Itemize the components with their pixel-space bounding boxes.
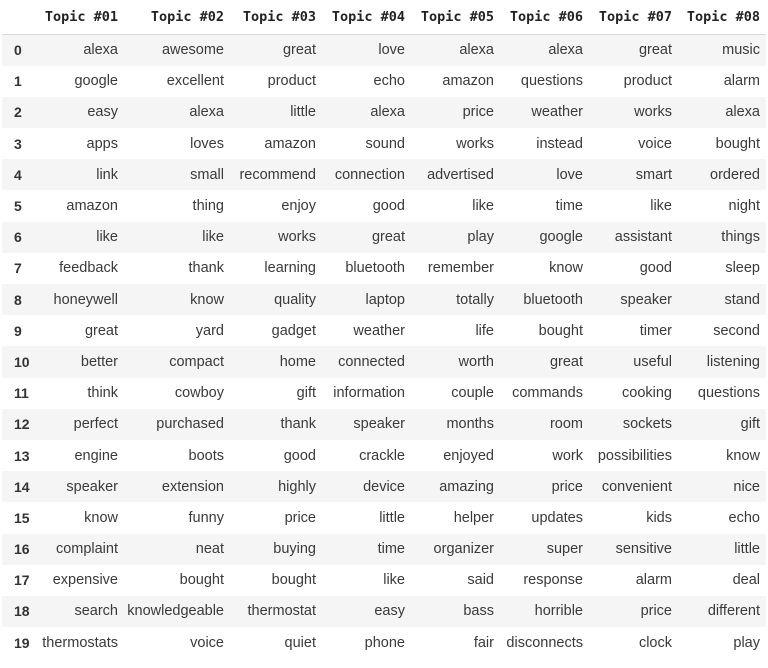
row-index: 12	[14, 416, 30, 433]
table-cell: alarm	[635, 572, 672, 589]
row-index: 4	[14, 166, 22, 183]
table-cell: echo	[728, 509, 760, 526]
table-cell: horrible	[534, 603, 583, 620]
table-row	[2, 440, 766, 471]
table-cell: thermostat	[247, 603, 316, 620]
table-cell: life	[475, 322, 494, 339]
table-row	[2, 284, 766, 315]
index-column-header	[2, 0, 36, 35]
table-cell: small	[190, 166, 224, 183]
row-index: 0	[14, 42, 22, 59]
row-index: 8	[14, 291, 22, 308]
column-header-topic-08: Topic #08	[678, 0, 766, 35]
table-cell: music	[722, 42, 760, 59]
table-cell: quality	[274, 291, 316, 308]
table-cell: think	[87, 385, 118, 402]
table-cell: response	[523, 572, 583, 589]
table-cell: price	[640, 603, 672, 620]
table-cell: good	[283, 447, 316, 464]
table-row	[2, 253, 766, 284]
table-cell: like	[650, 198, 672, 215]
table-cell: timer	[639, 322, 672, 339]
table-cell: great	[549, 353, 583, 370]
table-cell: commands	[512, 385, 583, 402]
table-cell: room	[549, 416, 583, 433]
table-cell: laptop	[365, 291, 405, 308]
column-header-topic-05: Topic #05	[411, 0, 500, 35]
table-cell: alexa	[459, 42, 494, 59]
table-cell: alexa	[83, 42, 118, 59]
table-cell: remember	[427, 260, 494, 277]
row-index: 13	[14, 447, 30, 464]
table-body	[2, 35, 766, 659]
table-cell: extension	[161, 478, 224, 495]
table-cell: bass	[463, 603, 494, 620]
table-cell: smart	[635, 166, 672, 183]
table-cell: price	[462, 104, 494, 121]
table-cell: sleep	[725, 260, 760, 277]
header-row	[2, 0, 766, 35]
table-cell: information	[333, 385, 405, 402]
table-cell: second	[713, 322, 760, 339]
table-cell: gift	[740, 416, 760, 433]
table-cell: instead	[536, 135, 583, 152]
table-cell: like	[472, 198, 494, 215]
row-index: 16	[14, 541, 30, 558]
row-index: 2	[14, 104, 22, 121]
table-cell: organizer	[433, 541, 494, 558]
table-cell: clock	[638, 634, 672, 651]
table-cell: works	[278, 229, 316, 246]
table-cell: enjoy	[281, 198, 316, 215]
table-cell: phone	[364, 634, 405, 651]
table-cell: product	[267, 73, 316, 90]
table-cell: time	[377, 541, 405, 558]
row-index: 14	[14, 478, 30, 495]
table-row	[2, 315, 766, 346]
table-cell: like	[202, 229, 224, 246]
table-cell: apps	[86, 135, 118, 152]
table-cell: totally	[456, 291, 494, 308]
table-cell: buying	[273, 541, 316, 558]
row-index: 17	[14, 572, 30, 589]
table-row	[2, 66, 766, 97]
table-cell: thermostats	[42, 634, 118, 651]
table-row	[2, 409, 766, 440]
table-cell: awesome	[161, 42, 224, 59]
table-cell: play	[733, 634, 760, 651]
table-cell: questions	[697, 385, 760, 402]
table-cell: sockets	[622, 416, 672, 433]
table-cell: possibilities	[597, 447, 672, 464]
table-cell: amazon	[264, 135, 316, 152]
table-cell: couple	[451, 385, 494, 402]
table-cell: thank	[280, 416, 316, 433]
table-cell: different	[707, 603, 760, 620]
table-cell: excellent	[166, 73, 224, 90]
table-cell: bluetooth	[345, 260, 405, 277]
table-cell: helper	[453, 509, 494, 526]
row-index: 18	[14, 603, 30, 620]
table-cell: bought	[715, 135, 760, 152]
table-cell: amazon	[66, 198, 118, 215]
table-cell: assistant	[614, 229, 672, 246]
table-cell: night	[728, 198, 760, 215]
table-cell: work	[552, 447, 583, 464]
table-cell: advertised	[427, 166, 494, 183]
table-cell: voice	[638, 135, 672, 152]
table-cell: expensive	[52, 572, 118, 589]
table-cell: listening	[706, 353, 760, 370]
row-index: 9	[14, 322, 22, 339]
table-row	[2, 502, 766, 533]
row-index: 1	[14, 73, 22, 90]
table-cell: search	[74, 603, 118, 620]
table-cell: play	[467, 229, 494, 246]
table-cell: like	[96, 229, 118, 246]
table-cell: updates	[531, 509, 583, 526]
table-cell: link	[96, 166, 118, 183]
table-cell: things	[721, 229, 760, 246]
table-cell: great	[638, 42, 672, 59]
table-cell: easy	[87, 104, 118, 121]
table-cell: home	[279, 353, 316, 370]
table-cell: learning	[264, 260, 316, 277]
column-header-topic-04: Topic #04	[322, 0, 411, 35]
table-cell: cowboy	[174, 385, 224, 402]
table-cell: gadget	[271, 322, 316, 339]
row-index: 6	[14, 229, 22, 246]
table-cell: super	[546, 541, 583, 558]
table-cell: echo	[373, 73, 405, 90]
table-cell: honeywell	[53, 291, 118, 308]
table-cell: alexa	[725, 104, 760, 121]
table-cell: speaker	[620, 291, 672, 308]
table-cell: sound	[365, 135, 405, 152]
table-cell: price	[551, 478, 583, 495]
table-cell: connection	[334, 166, 405, 183]
table-cell: worth	[458, 353, 494, 370]
table-cell: amazing	[439, 478, 494, 495]
table-row	[2, 378, 766, 409]
table-cell: know	[726, 447, 760, 464]
table-cell: purchased	[156, 416, 224, 433]
row-index: 3	[14, 135, 22, 152]
table-cell: works	[456, 135, 494, 152]
column-header-topic-06: Topic #06	[500, 0, 589, 35]
table-row	[2, 471, 766, 502]
table-cell: disconnects	[506, 634, 583, 651]
table-cell: perfect	[73, 416, 118, 433]
table-row	[2, 346, 766, 377]
column-header-topic-01: Topic #01	[36, 0, 124, 35]
column-header-topic-07: Topic #07	[589, 0, 678, 35]
table-cell: better	[80, 353, 118, 370]
table-cell: kids	[646, 509, 672, 526]
table-cell: loves	[190, 135, 224, 152]
table-cell: know	[190, 291, 224, 308]
row-index: 19	[14, 634, 30, 651]
table-cell: google	[74, 73, 118, 90]
table-cell: little	[734, 541, 760, 558]
topics-table	[2, 0, 766, 658]
table-cell: google	[539, 229, 583, 246]
table-cell: works	[634, 104, 672, 121]
table-cell: bought	[271, 572, 316, 589]
table-cell: feedback	[59, 260, 118, 277]
table-cell: like	[383, 572, 405, 589]
table-cell: device	[363, 478, 405, 495]
table-cell: alexa	[370, 104, 405, 121]
table-row	[2, 97, 766, 128]
table-cell: ordered	[710, 166, 760, 183]
table-cell: time	[555, 198, 583, 215]
table-cell: neat	[195, 541, 224, 558]
table-cell: questions	[520, 73, 583, 90]
row-index: 5	[14, 198, 22, 215]
table-cell: speaker	[66, 478, 118, 495]
table-cell: good	[372, 198, 405, 215]
table-cell: good	[639, 260, 672, 277]
column-header-topic-03: Topic #03	[230, 0, 322, 35]
table-cell: recommend	[239, 166, 316, 183]
table-cell: stand	[724, 291, 760, 308]
table-header	[2, 0, 766, 35]
table-cell: little	[290, 104, 316, 121]
table-cell: thank	[188, 260, 224, 277]
table-row	[2, 222, 766, 253]
table-row	[2, 128, 766, 159]
table-cell: alexa	[189, 104, 224, 121]
row-index: 7	[14, 260, 22, 277]
table-cell: know	[549, 260, 583, 277]
row-index: 10	[14, 353, 30, 370]
table-cell: highly	[278, 478, 316, 495]
table-cell: amazon	[442, 73, 494, 90]
table-cell: deal	[732, 572, 760, 589]
table-row	[2, 159, 766, 190]
table-cell: love	[378, 42, 405, 59]
table-cell: bluetooth	[523, 291, 583, 308]
table-cell: bought	[179, 572, 224, 589]
row-index: 11	[14, 385, 29, 402]
table-cell: speaker	[353, 416, 405, 433]
table-row	[2, 627, 766, 658]
table-cell: months	[446, 416, 494, 433]
table-cell: enjoyed	[443, 447, 494, 464]
table-cell: weather	[531, 104, 583, 121]
table-cell: funny	[188, 509, 224, 526]
table-cell: voice	[190, 634, 224, 651]
table-row	[2, 596, 766, 627]
table-cell: great	[84, 322, 118, 339]
table-cell: thing	[192, 198, 224, 215]
table-cell: boots	[188, 447, 224, 464]
table-cell: yard	[195, 322, 224, 339]
table-cell: little	[379, 509, 405, 526]
table-cell: gift	[296, 385, 316, 402]
table-cell: connected	[338, 353, 405, 370]
table-cell: complaint	[55, 541, 118, 558]
table-cell: said	[467, 572, 494, 589]
table-row	[2, 534, 766, 565]
table-cell: alexa	[548, 42, 583, 59]
table-cell: great	[282, 42, 316, 59]
table-cell: sensitive	[615, 541, 672, 558]
table-cell: cooking	[622, 385, 672, 402]
table-cell: nice	[733, 478, 760, 495]
table-cell: love	[556, 166, 583, 183]
table-cell: useful	[633, 353, 672, 370]
table-cell: know	[84, 509, 118, 526]
table-cell: compact	[169, 353, 224, 370]
table-cell: alarm	[723, 73, 760, 90]
table-cell: weather	[353, 322, 405, 339]
table-cell: bought	[538, 322, 583, 339]
table-row	[2, 190, 766, 221]
table-cell: fair	[473, 634, 494, 651]
table-cell: engine	[74, 447, 118, 464]
column-header-topic-02: Topic #02	[124, 0, 230, 35]
table-row	[2, 565, 766, 596]
table-cell: quiet	[284, 634, 316, 651]
table-cell: product	[623, 73, 672, 90]
table-cell: convenient	[601, 478, 672, 495]
table-cell: price	[284, 509, 316, 526]
table-cell: crackle	[359, 447, 405, 464]
table-cell: great	[371, 229, 405, 246]
table-cell: knowledgeable	[127, 603, 224, 620]
row-index: 15	[14, 509, 30, 526]
table-row	[2, 35, 766, 66]
table-cell: easy	[374, 603, 405, 620]
